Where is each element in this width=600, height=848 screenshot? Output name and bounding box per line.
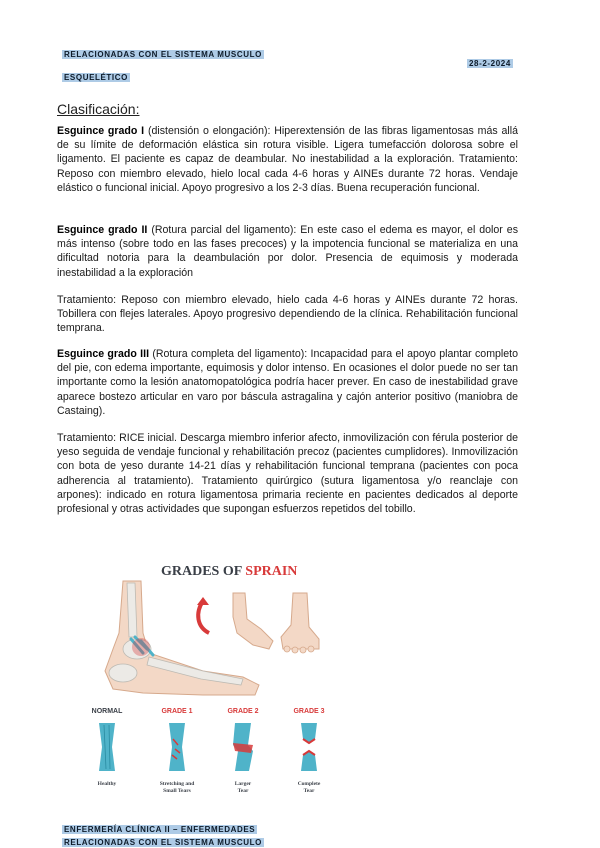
header-line-2: ESQUELÉTICO [64,73,128,82]
grade1-text: (distensión o elongación): Hiperextensión de las fibras ligamentosas más allá de su límite de deformación elástica sin rotura visible. Ligera tumefacción dolorosa sobre el ligamento. El paciente es capaz de deambular. No inestabilidad a la exploración. Tratamiento: Reposo con miembro elevado, hielo local cada 4-6 horas y AINEs durante 72 horas. Vendaje elástico o funcional inicial. Apoyo progresivo a los 2-3 días. Buena recuperación funcional. [57,125,519,194]
section-title: Clasificación: [57,101,140,117]
figure-title-part2: SPRAIN [245,564,298,579]
document-header [62,42,264,88]
footer-line-2: RELACIONADAS CON EL SISTEMA MUSCULO [64,838,262,847]
grade3-label: Esguince grado III [57,348,150,360]
label-grade2: GRADE 2 [227,708,259,715]
ligament-grade2 [233,723,253,771]
grade2-text: (Rotura parcial del ligamento): En este caso el edema es mayor, el dolor es más intenso (sobre todo en las fases precoces) y la impotencia funcional se materializa en una dificultad notoria para la deambulación por dolor. Presencia de equimosis y moderada inestabilidad a la exploración [57,224,518,279]
ligament-grade1 [169,723,185,771]
document-footer [62,822,264,848]
caption-grade2-line1: Larger [234,781,252,787]
figure-title-part1: GRADES OF [161,564,246,579]
footer-line-1: ENFERMERÍA CLÍNICA II – ENFERMEDADES [64,825,256,834]
ligament-grade3 [301,723,317,771]
grade2-label: Esguince grado II [57,224,148,236]
label-normal: NORMAL [91,708,123,715]
header-date: 28-2-2024 [469,59,511,68]
paragraph-grade2 [57,223,518,280]
header-date-container [467,53,513,71]
sprain-grades-figure [83,553,359,803]
ligament-normal [99,723,115,771]
grade1-label: Esguince grado I [57,125,145,137]
paragraph-grade3-treatment: Tratamiento: RICE inicial. Descarga miembro inferior afecto, inmovilización con férula posterior de yeso seguida de vendaje funcional y rehabilitación precoz (pacientes cumplidores). Inmovilización con bota de yeso durante 14-21 días y rehabilitación funcional temprana (pacientes con poca adherencia al tratamiento). Tratamiento quirúrgico (sutura ligamentosa y/o reanclaje con arpones): indicado en rotura ligamentosa primaria reciente en pacientes dedicados al deporte profesional y otras actividades que supongan esfuerzos repetidos del tobillo. [57,432,518,516]
paragraph-grade3 [57,347,518,418]
paragraph-grade1 [57,124,518,195]
foot-top-illustration [281,593,319,653]
figure-title [161,564,297,579]
caption-grade3-line1: Complete [297,781,321,787]
caption-grade3-line2: Tear [303,788,315,794]
caption-healthy: Healthy [97,781,117,787]
label-grade3: GRADE 3 [293,708,325,715]
header-line-1: RELACIONADAS CON EL SISTEMA MUSCULO [64,50,262,59]
caption-grade1-line1: Stretching and [159,781,195,787]
label-grade1: GRADE 1 [161,708,193,715]
paragraph-grade2-treatment: Tratamiento: Reposo con miembro elevado, hielo cada 4-6 horas y AINEs durante 72 horas. Tobillera con flejes laterales. Apoyo progresivo dependiendo de la clínica. Rehabilitación funcional temprana. [57,294,518,335]
twisted-foot-illustration [197,593,273,649]
caption-grade2-line2: Tear [237,788,249,794]
caption-grade1-line2: Small Tears [163,788,191,794]
grade3-text: (Rotura completa del ligamento): Incapacidad para el apoyo plantar completo del pie, con edema importante, equimosis y dolor intenso. En ocasiones el dolor puede no ser tan importante como la lesión anatomopatológica podría hacer prever. En caso de inestabilidad grave aparece bostezo articular en varo por báscula astragalina y cajón anterior positivo (maniobra de Castaing). [57,348,518,417]
